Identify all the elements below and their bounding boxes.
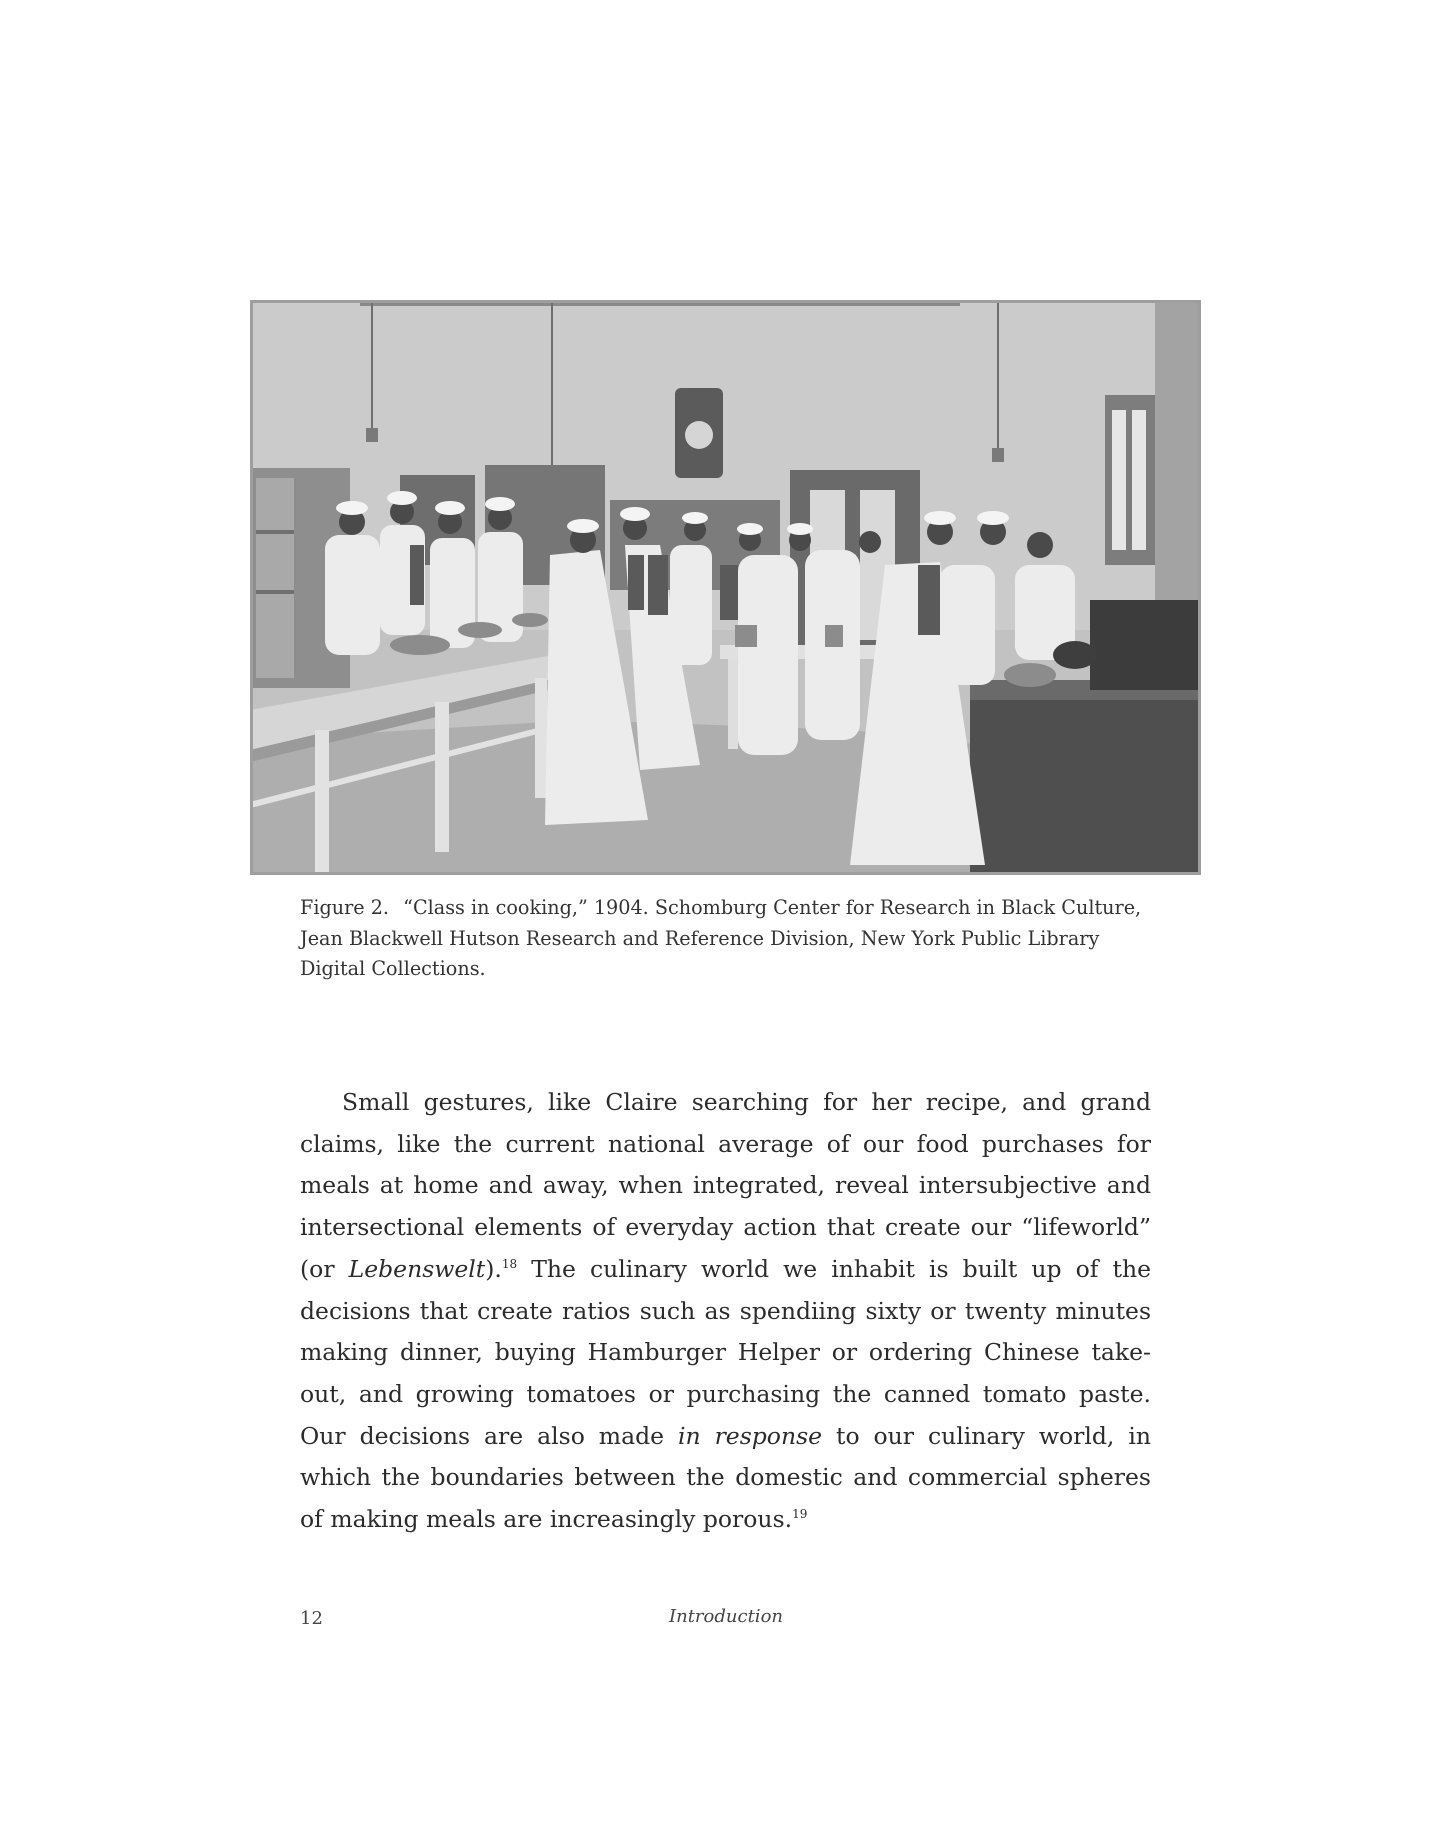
paragraph-text-4: to our culinary world, in which the boundaries between the domestic and commercial spheres of making meals are increasingly porous. bbox=[300, 1421, 1151, 1534]
figure-photo bbox=[250, 300, 1201, 875]
footnote-ref-19[interactable]: 19 bbox=[792, 1507, 808, 1522]
figure-caption-text: “Class in cooking,” 1904. Schomburg Center for Research in Black Culture, Jean Blackwell Hutson Research and Reference Division, New York Public Library Digital Collections. bbox=[300, 896, 1142, 980]
running-head: Introduction bbox=[669, 1606, 783, 1627]
figure-caption bbox=[300, 893, 1160, 985]
paragraph-italic-in-response: in response bbox=[677, 1421, 823, 1450]
paragraph-text-2: ). bbox=[485, 1254, 502, 1283]
footnote-ref-18[interactable]: 18 bbox=[501, 1256, 518, 1271]
paragraph-italic-lebenswelt: Lebenswelt bbox=[348, 1254, 486, 1283]
page-number: 12 bbox=[300, 1608, 323, 1629]
body-paragraph bbox=[300, 1082, 1151, 1541]
cooking-class-photograph bbox=[250, 300, 1201, 875]
paragraph-text-1: Small gestures, like Claire searching for her recipe, and grand claims, like the current national average of our food purchases for meals at home and away, when integrated, reveal intersubjective and intersectional elements of everyday action that create our “lifeworld” (or bbox=[300, 1088, 1151, 1283]
figure-label: Figure 2. bbox=[300, 896, 390, 919]
paragraph-text-3: The culinary world we inhabit is built up of the decisions that create ratios such as spendiing sixty or twenty minutes making dinner, buying Hamburger Helper or ordering Chinese take-out, and growing tomatoes or purchasing the canned tomato paste. Our decisions are also made bbox=[300, 1254, 1151, 1450]
